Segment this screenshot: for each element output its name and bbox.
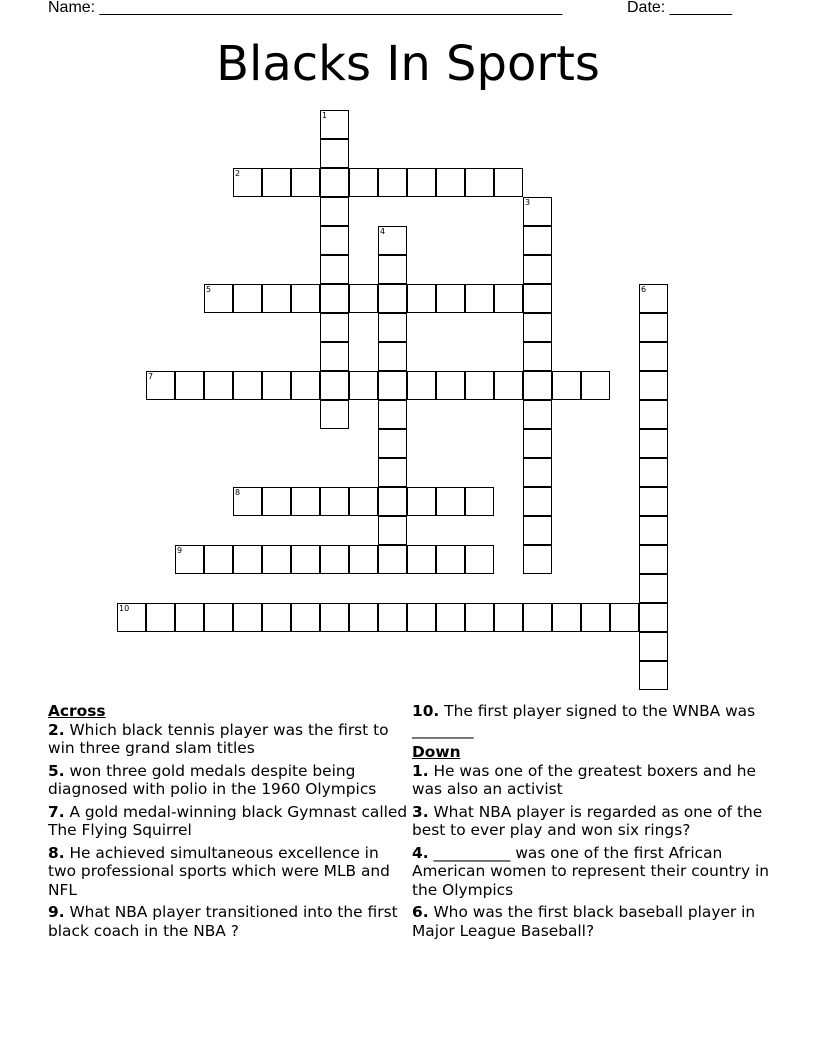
grid-cell[interactable]: [639, 313, 668, 342]
cell-number: 6: [641, 285, 647, 294]
clue-text: The first player signed to the WNBA was ________: [412, 702, 756, 739]
grid-cell[interactable]: [291, 168, 320, 197]
grid-cell[interactable]: [639, 400, 668, 429]
grid-cell[interactable]: [146, 371, 175, 400]
clue-text: won three gold medals despite being diagnosed with polio in the 1960 Olympics: [48, 761, 377, 798]
grid-cell[interactable]: [320, 313, 349, 342]
down-heading: Down: [412, 743, 461, 761]
grid-cell[interactable]: [175, 371, 204, 400]
clue-across-9: [48, 903, 408, 940]
grid-cell[interactable]: [291, 284, 320, 313]
grid-cell[interactable]: [639, 371, 668, 400]
grid-cell[interactable]: [378, 371, 407, 400]
grid-cell[interactable]: [436, 487, 465, 516]
grid-cell[interactable]: [378, 458, 407, 487]
grid-cell[interactable]: [349, 371, 378, 400]
grid-cell[interactable]: [465, 284, 494, 313]
grid-cell[interactable]: [262, 487, 291, 516]
clue-across-7: [48, 803, 408, 840]
grid-cell[interactable]: [320, 371, 349, 400]
clue-across-2: [48, 721, 408, 758]
grid-cell[interactable]: [146, 603, 175, 632]
grid-cell[interactable]: [523, 284, 552, 313]
grid-cell[interactable]: [407, 168, 436, 197]
grid-cell[interactable]: [523, 313, 552, 342]
clue-number: 2.: [48, 720, 65, 739]
grid-cell[interactable]: [639, 516, 668, 545]
grid-cell[interactable]: [465, 371, 494, 400]
clues-left-column: [48, 702, 408, 944]
grid-cell[interactable]: [378, 342, 407, 371]
grid-cell[interactable]: [436, 371, 465, 400]
grid-cell[interactable]: [320, 255, 349, 284]
grid-cell[interactable]: [233, 168, 262, 197]
grid-cell[interactable]: [494, 168, 523, 197]
grid-cell[interactable]: [378, 603, 407, 632]
grid-cell[interactable]: [523, 400, 552, 429]
clue-down-4: [412, 844, 772, 900]
grid-cell[interactable]: [639, 284, 668, 313]
grid-cell[interactable]: [465, 168, 494, 197]
clue-number: 3.: [412, 802, 429, 821]
grid-cell[interactable]: [523, 429, 552, 458]
clue-text: __________ was one of the first African American women to represent their country in the Olympics: [412, 843, 769, 899]
grid-cell[interactable]: [436, 168, 465, 197]
grid-cell[interactable]: [523, 458, 552, 487]
grid-cell[interactable]: [581, 603, 610, 632]
grid-cell[interactable]: [523, 487, 552, 516]
grid-cell[interactable]: [639, 458, 668, 487]
clue-across-10: [412, 702, 772, 739]
grid-cell[interactable]: [175, 603, 204, 632]
grid-cell[interactable]: [262, 371, 291, 400]
clue-down-6: [412, 903, 772, 940]
clue-number: 5.: [48, 761, 65, 780]
grid-cell[interactable]: [378, 313, 407, 342]
clue-text: What NBA player is regarded as one of the best to ever play and won six rings?: [412, 802, 763, 839]
grid-cell[interactable]: [262, 168, 291, 197]
grid-cell[interactable]: [378, 226, 407, 255]
clue-across-5: [48, 762, 408, 799]
grid-cell[interactable]: [407, 487, 436, 516]
grid-cell[interactable]: [639, 661, 668, 690]
clue-down-3: [412, 803, 772, 840]
grid-cell[interactable]: [523, 342, 552, 371]
cell-number: 1: [322, 111, 328, 120]
clue-number: 7.: [48, 802, 65, 821]
grid-cell[interactable]: [233, 545, 262, 574]
grid-cell[interactable]: [523, 603, 552, 632]
grid-cell[interactable]: [465, 603, 494, 632]
grid-cell[interactable]: [436, 603, 465, 632]
grid-cell[interactable]: [349, 545, 378, 574]
grid-cell[interactable]: [378, 255, 407, 284]
grid-cell[interactable]: [639, 342, 668, 371]
grid-cell[interactable]: [494, 603, 523, 632]
page-title: Blacks In Sports: [216, 36, 600, 92]
grid-cell[interactable]: [233, 487, 262, 516]
grid-cell[interactable]: [639, 545, 668, 574]
grid-cell[interactable]: [407, 371, 436, 400]
grid-cell[interactable]: [233, 371, 262, 400]
cell-number: 7: [148, 372, 154, 381]
grid-cell[interactable]: [523, 371, 552, 400]
grid-cell[interactable]: [465, 545, 494, 574]
clue-number: 4.: [412, 843, 429, 862]
grid-cell[interactable]: [436, 284, 465, 313]
grid-cell[interactable]: [610, 603, 639, 632]
clue-text: A gold medal-winning black Gymnast called The Flying Squirrel: [48, 802, 408, 839]
grid-cell[interactable]: [378, 400, 407, 429]
grid-cell[interactable]: [204, 371, 233, 400]
grid-cell[interactable]: [320, 400, 349, 429]
clue-number: 1.: [412, 761, 429, 780]
cell-number: 5: [206, 285, 212, 294]
grid-cell[interactable]: [291, 371, 320, 400]
grid-cell[interactable]: [320, 545, 349, 574]
clue-number: 8.: [48, 843, 65, 862]
grid-cell[interactable]: [552, 371, 581, 400]
grid-cell[interactable]: [378, 487, 407, 516]
clue-number: 9.: [48, 903, 65, 921]
grid-cell[interactable]: [349, 487, 378, 516]
grid-cell[interactable]: [175, 545, 204, 574]
grid-cell[interactable]: [378, 284, 407, 313]
across-heading: Across: [48, 702, 106, 720]
cell-number: 4: [380, 227, 386, 236]
grid-cell[interactable]: [262, 545, 291, 574]
grid-cell[interactable]: [494, 371, 523, 400]
grid-cell[interactable]: [320, 603, 349, 632]
grid-cell[interactable]: [320, 197, 349, 226]
grid-cell[interactable]: [117, 603, 146, 632]
grid-cell[interactable]: [378, 516, 407, 545]
grid-cell[interactable]: [494, 284, 523, 313]
clue-text: What NBA player transitioned into the first black coach in the NBA ?: [48, 903, 398, 940]
clue-down-1: [412, 762, 772, 799]
cell-number: 3: [525, 198, 531, 207]
clue-text: Which black tennis player was the first to win three grand slam titles: [48, 720, 389, 757]
cell-number: 8: [235, 488, 241, 497]
grid-cell[interactable]: [523, 516, 552, 545]
grid-cell[interactable]: [233, 284, 262, 313]
grid-cell[interactable]: [320, 168, 349, 197]
grid-cell[interactable]: [523, 255, 552, 284]
grid-cell[interactable]: [523, 226, 552, 255]
grid-cell[interactable]: [436, 545, 465, 574]
grid-cell[interactable]: [291, 487, 320, 516]
grid-cell[interactable]: [320, 139, 349, 168]
grid-cell[interactable]: [233, 603, 262, 632]
cell-number: 10: [119, 604, 130, 613]
clue-across-8: [48, 844, 408, 900]
grid-cell[interactable]: [291, 545, 320, 574]
grid-cell[interactable]: [291, 603, 320, 632]
grid-cell[interactable]: [320, 284, 349, 313]
clue-text: He achieved simultaneous excellence in two professional sports which were MLB and NFL: [48, 843, 390, 899]
grid-cell[interactable]: [320, 226, 349, 255]
grid-cell[interactable]: [349, 603, 378, 632]
grid-cell[interactable]: [378, 168, 407, 197]
grid-cell[interactable]: [378, 429, 407, 458]
clue-text: Who was the first black baseball player in Major League Baseball?: [412, 903, 756, 940]
grid-cell[interactable]: [262, 284, 291, 313]
grid-cell[interactable]: [639, 429, 668, 458]
grid-cell[interactable]: [204, 284, 233, 313]
grid-cell[interactable]: [378, 545, 407, 574]
grid-cell[interactable]: [407, 545, 436, 574]
grid-cell[interactable]: [639, 574, 668, 603]
grid-cell[interactable]: [320, 487, 349, 516]
grid-cell[interactable]: [639, 632, 668, 661]
grid-cell[interactable]: [639, 603, 668, 632]
grid-cell[interactable]: [465, 487, 494, 516]
grid-cell[interactable]: [523, 545, 552, 574]
grid-cell[interactable]: [407, 284, 436, 313]
grid-cell[interactable]: [581, 371, 610, 400]
grid-cell[interactable]: [204, 603, 233, 632]
cell-number: 2: [235, 169, 241, 178]
grid-cell[interactable]: [639, 487, 668, 516]
grid-cell[interactable]: [320, 342, 349, 371]
clues-right-column: [412, 702, 772, 944]
grid-cell[interactable]: [552, 603, 581, 632]
grid-cell[interactable]: [262, 603, 291, 632]
grid-cell[interactable]: [523, 197, 552, 226]
grid-cell[interactable]: [349, 168, 378, 197]
grid-cell[interactable]: [320, 110, 349, 139]
date-field-label[interactable]: Date: _______: [627, 0, 732, 16]
grid-cell[interactable]: [204, 545, 233, 574]
clue-number: 6.: [412, 903, 429, 921]
name-field-label[interactable]: Name: ____________________________________________________: [48, 0, 563, 16]
clue-number: 10.: [412, 702, 440, 720]
clue-text: He was one of the greatest boxers and he was also an activist: [412, 761, 756, 798]
grid-cell[interactable]: [349, 284, 378, 313]
grid-cell[interactable]: [407, 603, 436, 632]
cell-number: 9: [177, 546, 183, 555]
